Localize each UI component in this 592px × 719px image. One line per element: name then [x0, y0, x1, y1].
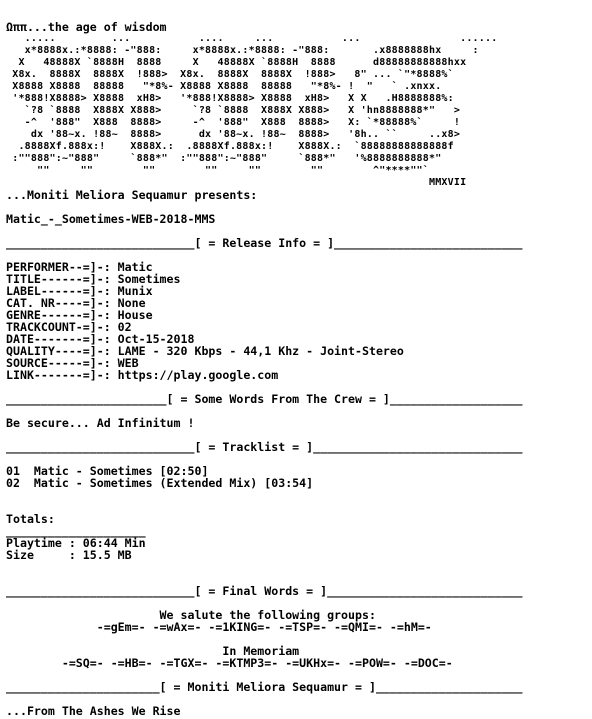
- ascii-logo-line: "" "" "" "" "" "" ^"****""`: [6, 165, 429, 176]
- nfo-line: Size : 15.5 MB: [6, 548, 132, 562]
- ascii-logo-line: X 48888X `8888H 8888 X 48888X `8888H 8888 d88888888888hxx: [6, 57, 467, 68]
- nfo-line: We salute the following groups:: [6, 608, 376, 622]
- nfo-line: _______________________[ = Some Words From The Crew = ]___________________: [6, 392, 523, 406]
- ascii-logo-line: X8888 X8888 88888 "*8%- X8888 X8888 88888 "*8%- ! " ` .xnxx.: [6, 81, 442, 92]
- ascii-logo-line: MMXVII: [6, 177, 467, 188]
- nfo-line: GENRE------=]-: House: [6, 308, 153, 322]
- ascii-logo-line: -^ '888" X888 8888> -^ '888" X888 8888> X: `*88888%` !: [6, 117, 461, 128]
- ascii-logo-line: x*8888x.:*8888: -"888: x*8888x.:*8888: -"888: .x8888888hx :: [6, 45, 479, 56]
- nfo-document: [6, 21, 590, 719]
- nfo-line: CAT. NR----=]-: None: [6, 296, 146, 310]
- nfo-line: In Memoriam: [6, 644, 300, 658]
- nfo-line: Matic_-_Sometimes-WEB-2018-MMS: [6, 212, 216, 226]
- nfo-line: Be secure... Ad Infinitum !: [6, 416, 195, 430]
- nfo-line: ...Moniti Meliora Sequamur presents:: [6, 188, 258, 202]
- nfo-line: SOURCE-----=]-: WEB: [6, 356, 139, 370]
- nfo-line: LINK-------=]-: https://play.google.com: [6, 368, 279, 382]
- ascii-logo-line: .8888Xf.888x:! X888X.: .8888Xf.888x:! X888X.: `88888888888888f: [6, 141, 454, 152]
- ascii-logo-line: :""888":~"888" `888*" :""888":~"888" `888*" '%8888888888*": [6, 153, 442, 164]
- nfo-line: -=gEm=- -=wAx=- -=1KING=- -=TSP=- -=QMI=- -=hM=-: [6, 620, 432, 634]
- nfo-line: TITLE------=]-: Sometimes: [6, 272, 181, 286]
- nfo-line: Ωππ...the age of wisdom: [6, 21, 167, 34]
- nfo-line: Totals:: [6, 512, 55, 526]
- nfo-line: ___________________________[ = Release Info = ]___________________________: [6, 236, 523, 250]
- ascii-logo-line: dx '88~x. !88~ 8888> dx '88~x. !88~ 8888> '8h.. `` ..x8>: [6, 129, 461, 140]
- nfo-line: ____________________: [6, 524, 146, 538]
- nfo-line: PERFORMER--=]-: Matic: [6, 260, 153, 274]
- nfo-line: LABEL------=]-: Munix: [6, 284, 153, 298]
- nfo-line: DATE-------=]-: Oct-15-2018: [6, 332, 195, 346]
- ascii-logo-line: '*888!X8888> X8888 xH8> '*888!X8888> X8888 xH8> X X .H8888888%:: [6, 93, 454, 104]
- ascii-logo-line: `?8 `8888 X888X X888> `?8 `8888 X888X X888> X 'hn8888888*" >: [6, 105, 461, 116]
- nfo-line: ...From The Ashes We Rise: [6, 704, 181, 718]
- nfo-line: ___________________________[ = Final Words = ]____________________________: [6, 584, 523, 598]
- nfo-line: ______________________[ = Moniti Meliora Sequamur = ]_____________________: [6, 680, 523, 694]
- nfo-line: Playtime : 06:44 Min: [6, 536, 146, 550]
- nfo-line: 02 Matic - Sometimes (Extended Mix) [03:54]: [6, 476, 314, 490]
- nfo-line: TRACKCOUNT-=]-: 02: [6, 320, 132, 334]
- nfo-line: 01 Matic - Sometimes [02:50]: [6, 464, 209, 478]
- ascii-logo-line: ..... ... .... ... ... ......: [6, 33, 498, 44]
- nfo-line: ___________________________[ = Tracklist = ]______________________________: [6, 440, 523, 454]
- nfo-line: QUALITY----=]-: LAME - 320 Kbps - 44,1 Khz - Joint-Stereo: [6, 344, 404, 358]
- nfo-line: -=SQ=- -=HB=- -=TGX=- -=KTMP3=- -=UKHx=- -=POW=- -=DOC=-: [6, 656, 453, 670]
- ascii-logo-line: X8x. 8888X 8888X !888> X8x. 8888X 8888X !888> 8" ... `"*8888%`: [6, 69, 454, 80]
